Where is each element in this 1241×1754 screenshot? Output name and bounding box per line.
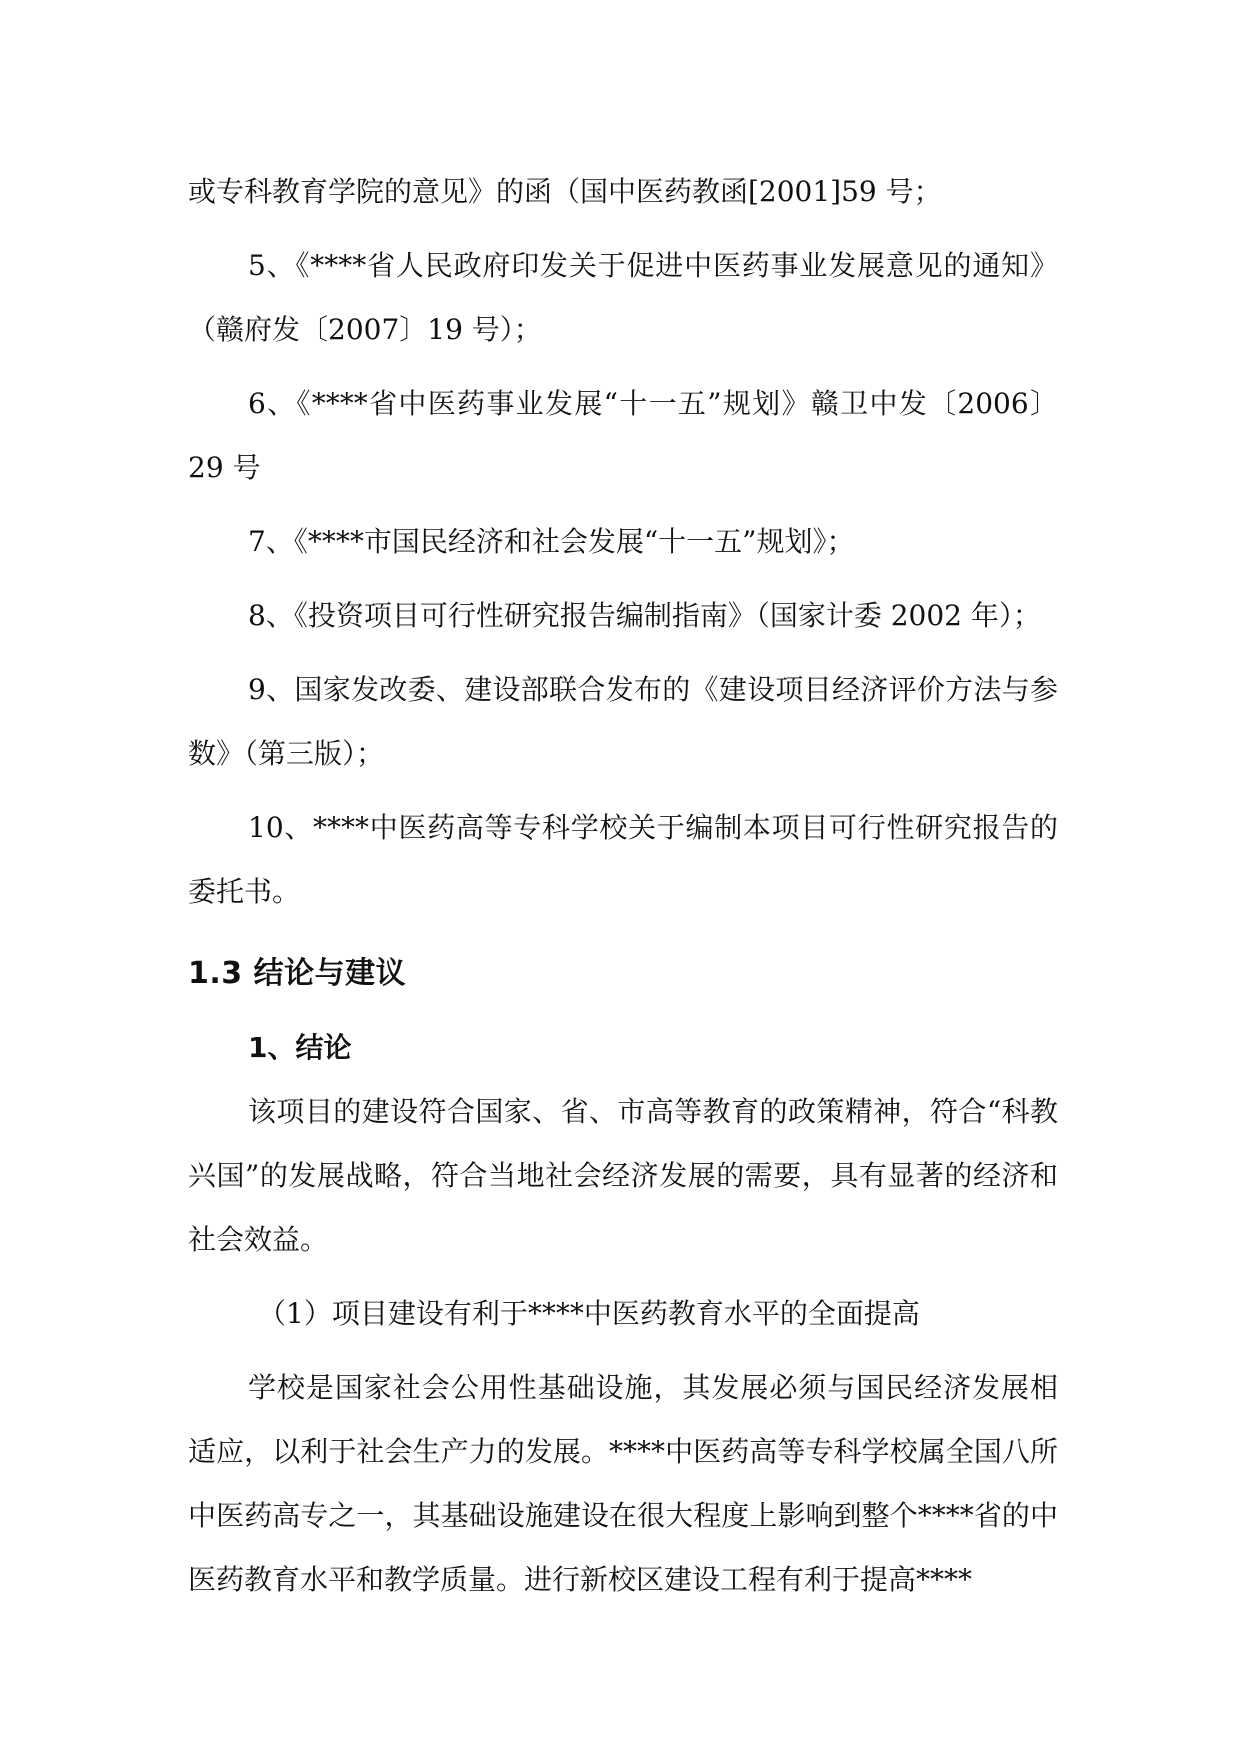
- section-heading: 1.3 结论与建议: [188, 956, 407, 991]
- subsection-heading: 1、结论: [248, 1031, 352, 1064]
- spacer: [188, 648, 1058, 658]
- spacer: [188, 1346, 1058, 1356]
- spacer: [188, 224, 1058, 234]
- spacer: [188, 1272, 1058, 1282]
- reference-item-7: 7、《****市国民经济和社会发展“十一五”规划》；: [248, 525, 855, 558]
- reference-item-10: 10、****中医药高等专科学校关于编制本项目可行性研究报告的委托书。: [188, 811, 1058, 908]
- spacer: [188, 500, 1058, 510]
- conclusion-item-body: 学校是国家社会公用性基础设施，其发展必须与国民经济发展相适应，以利于社会生产力的发展。****中医药高等专科学校属全国八所中医药高专之一，其基础设施建设在很大程度上影响到整个****省的中医药教育水平和教学质量。进行新校区建设工程有利于提高****: [188, 1371, 1058, 1596]
- conclusion-item-title: （1）项目建设有利于****中医药教育水平的全面提高: [258, 1297, 920, 1330]
- spacer: [188, 786, 1058, 796]
- spacer: [188, 1006, 1058, 1016]
- spacer: [188, 362, 1058, 372]
- document-body: [188, 160, 1058, 1612]
- spacer: [188, 924, 1058, 942]
- reference-item-5: 5、《****省人民政府印发关于促进中医药事业发展意见的通知》（赣府发〔2007〕19 号）；: [188, 249, 1058, 346]
- paragraph-continuation: 或专科教育学院的意见》的函（国中医药教函[2001]59 号；: [188, 175, 942, 208]
- reference-item-8: 8、《投资项目可行性研究报告编制指南》（国家计委 2002 年）；: [248, 599, 1041, 632]
- spacer: [188, 574, 1058, 584]
- reference-item-6: 6、《****省中医药事业发展“十一五”规划》赣卫中发〔2006〕29 号: [188, 387, 1058, 484]
- reference-item-9: 9、国家发改委、建设部联合发布的《建设项目经济评价方法与参数》（第三版）；: [188, 673, 1058, 770]
- conclusion-paragraph: 该项目的建设符合国家、省、市高等教育的政策精神，符合“科教兴国”的发展战略，符合当地社会经济发展的需要，具有显著的经济和社会效益。: [188, 1095, 1058, 1256]
